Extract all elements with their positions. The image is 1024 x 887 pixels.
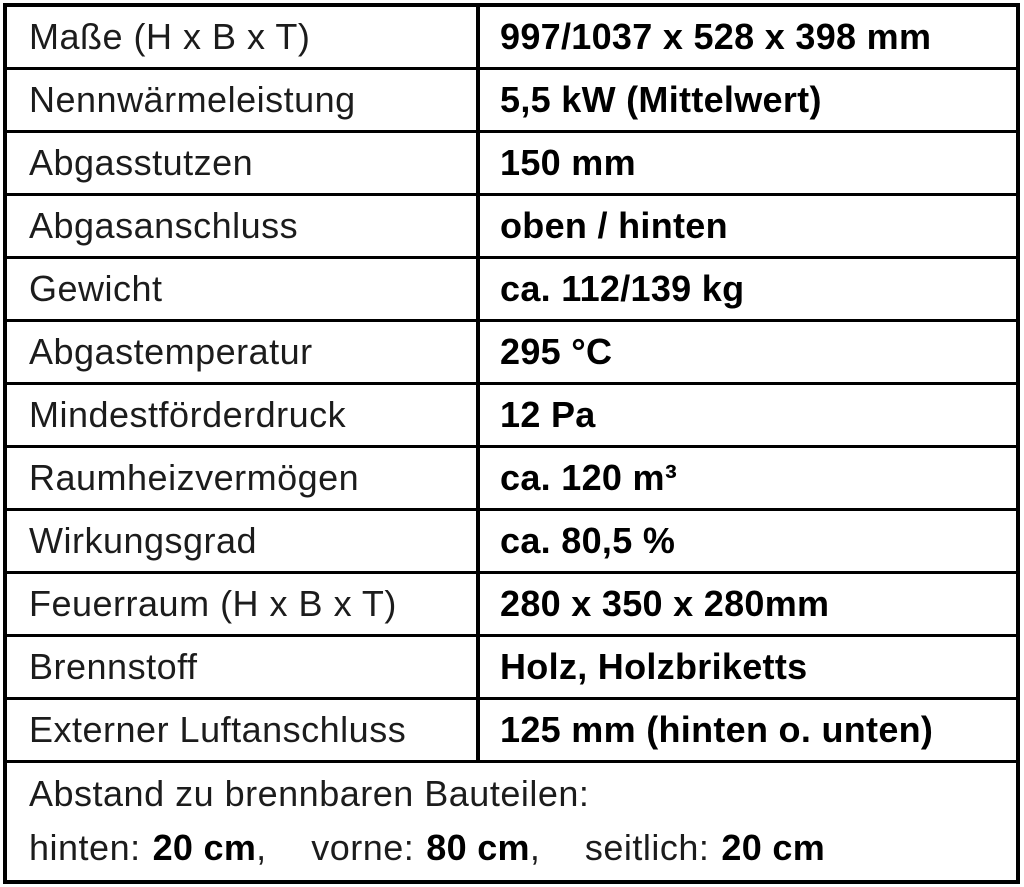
spec-row-gewicht <box>7 259 1016 322</box>
spec-label: Gewicht <box>7 259 480 319</box>
spec-value: 150 mm <box>500 142 636 183</box>
spec-value: ca. 112/139 kg <box>500 268 745 309</box>
footer-item-vorne <box>311 827 540 868</box>
spec-label: Brennstoff <box>7 637 480 697</box>
spec-row-brennstoff <box>7 637 1016 700</box>
footer-distances-line <box>29 820 1016 876</box>
footer-item-hinten <box>29 827 267 868</box>
footer-item-value: 20 cm <box>152 826 257 868</box>
spec-value: Holz, Holzbriketts <box>500 646 808 687</box>
footer-item-label: seitlich: <box>584 826 710 868</box>
spec-value: 280 x 350 x 280mm <box>500 583 830 624</box>
spec-label: Externer Luftanschluss <box>7 700 480 760</box>
spec-row-nennwaermeleistung <box>7 70 1016 133</box>
spec-row-mindestfoerderdruck <box>7 385 1016 448</box>
spec-row-wirkungsgrad <box>7 511 1016 574</box>
spec-row-masse <box>7 7 1016 70</box>
footer-row-abstand <box>7 763 1016 880</box>
spec-value: 997/1037 x 528 x 398 mm <box>500 16 932 57</box>
spec-label: Abgastemperatur <box>7 322 480 382</box>
spec-label: Raumheizvermögen <box>7 448 480 508</box>
footer-item-value: 80 cm <box>426 826 530 868</box>
spec-row-externer-luftanschluss <box>7 700 1016 763</box>
footer-title: Abstand zu brennbaren Bauteilen: <box>29 772 590 814</box>
footer-item-separator: , <box>529 826 541 868</box>
footer-item-seitlich <box>585 827 825 868</box>
footer-item-label: vorne: <box>311 826 415 868</box>
spec-value: ca. 80,5 % <box>500 520 676 561</box>
spec-table <box>3 3 1020 884</box>
footer-item-label: hinten: <box>29 826 141 868</box>
spec-row-abgasanschluss <box>7 196 1016 259</box>
spec-label: Mindestförderdruck <box>7 385 480 445</box>
spec-label: Abgasstutzen <box>7 133 480 193</box>
spec-value: oben / hinten <box>500 205 728 246</box>
footer-item-value: 20 cm <box>721 826 825 868</box>
spec-row-abgasstutzen <box>7 133 1016 196</box>
spec-value: ca. 120 m³ <box>500 457 678 498</box>
spec-value: 12 Pa <box>500 394 596 435</box>
spec-value: 295 °C <box>500 331 613 372</box>
spec-value: 5,5 kW (Mittelwert) <box>500 79 822 120</box>
spec-label: Maße (H x B x T) <box>7 7 480 67</box>
spec-label: Nennwärmeleistung <box>7 70 480 130</box>
spec-row-abgastemperatur <box>7 322 1016 385</box>
spec-label: Wirkungsgrad <box>7 511 480 571</box>
spec-row-raumheizvermoegen <box>7 448 1016 511</box>
spec-value: 125 mm (hinten o. unten) <box>500 709 934 750</box>
spec-label: Feuerraum (H x B x T) <box>7 574 480 634</box>
footer-item-separator: , <box>256 826 267 868</box>
spec-row-feuerraum <box>7 574 1016 637</box>
spec-label: Abgasanschluss <box>7 196 480 256</box>
